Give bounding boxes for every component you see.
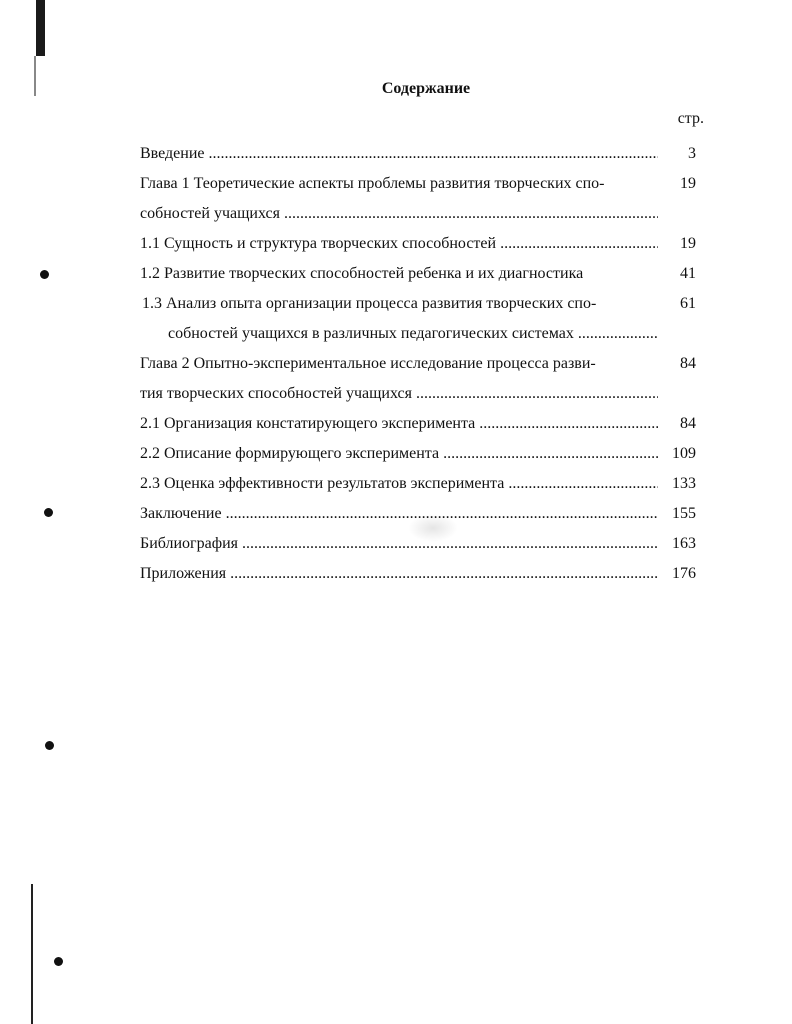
toc-entry-title: 2.1 Организация констатирующего эксперимента ..... xyxy=(140,409,658,439)
toc-entry-section-1-2[interactable] xyxy=(140,259,702,289)
toc-entry-section-2-2[interactable] xyxy=(140,439,702,469)
toc-entry-section-2-3[interactable] xyxy=(140,469,702,499)
toc-page-number: 19 xyxy=(680,235,696,252)
toc-entry-title: Приложения ..... xyxy=(140,559,658,589)
page-title: Содержание xyxy=(381,80,471,97)
toc-entry-section-2-1[interactable] xyxy=(140,409,702,439)
toc-entry-section-1-1[interactable] xyxy=(140,229,702,259)
toc-page-number: 41 xyxy=(680,265,696,282)
toc-page-number: 176 xyxy=(672,565,696,582)
toc-entry-introduction[interactable] xyxy=(140,139,702,169)
toc-page-number: 84 xyxy=(680,355,696,372)
toc-entry-chapter-1[interactable] xyxy=(140,169,702,229)
toc-entry-conclusion[interactable] xyxy=(140,499,702,529)
toc-entry-title-continued: собностей учащихся ..... xyxy=(140,199,658,229)
toc-entry-title: 2.3 Оценка эффективности результатов эксперимента ..... xyxy=(140,469,658,499)
binding-hole xyxy=(45,741,54,750)
binding-hole xyxy=(54,957,63,966)
toc-page-number: 19 xyxy=(680,175,696,192)
toc-entry-title: 2.2 Описание формирующего эксперимента ..... xyxy=(140,439,658,469)
toc-entry-appendices[interactable] xyxy=(140,559,702,589)
toc-entry-bibliography[interactable] xyxy=(140,529,702,559)
toc-page-number: 155 xyxy=(672,505,696,522)
toc-page-number: 61 xyxy=(680,295,696,312)
toc-entry-title-continued: собностей учащихся в различных педагогических системах ..... xyxy=(140,319,658,349)
toc-entry-title-continued: тия творческих способностей учащихся ..... xyxy=(140,379,658,409)
toc-page-number: 109 xyxy=(672,445,696,462)
page-column-header: стр. xyxy=(677,110,704,127)
toc-entry-title: Библиография ..... xyxy=(140,529,658,559)
toc-entry-title: 1.3 Анализ опыта организации процесса развития творческих спо- xyxy=(142,295,597,312)
scan-edge-mark xyxy=(36,0,45,56)
toc-entry-title: Глава 2 Опытно-экспериментальное исследование процесса разви- xyxy=(140,355,596,372)
binding-hole xyxy=(40,270,49,279)
table-of-contents xyxy=(140,139,702,589)
toc-entry-title: 1.2 Развитие творческих способностей ребенка и их диагностика xyxy=(140,265,584,282)
toc-page-number: 163 xyxy=(672,535,696,552)
toc-page-number: 3 xyxy=(688,145,696,162)
scan-edge-mark xyxy=(31,884,33,1024)
toc-entry-title: Заключение ..... xyxy=(140,499,658,529)
toc-entry-title: Введение ..... xyxy=(140,139,658,169)
binding-hole xyxy=(44,508,53,517)
toc-entry-section-1-3[interactable] xyxy=(140,289,702,349)
toc-entry-title: Глава 1 Теоретические аспекты проблемы развития творческих спо- xyxy=(140,175,605,192)
toc-entry-title: 1.1 Сущность и структура творческих способностей ..... xyxy=(140,229,658,259)
toc-entry-chapter-2[interactable] xyxy=(140,349,702,409)
toc-page-number: 133 xyxy=(672,475,696,492)
toc-page-number: 84 xyxy=(680,415,696,432)
